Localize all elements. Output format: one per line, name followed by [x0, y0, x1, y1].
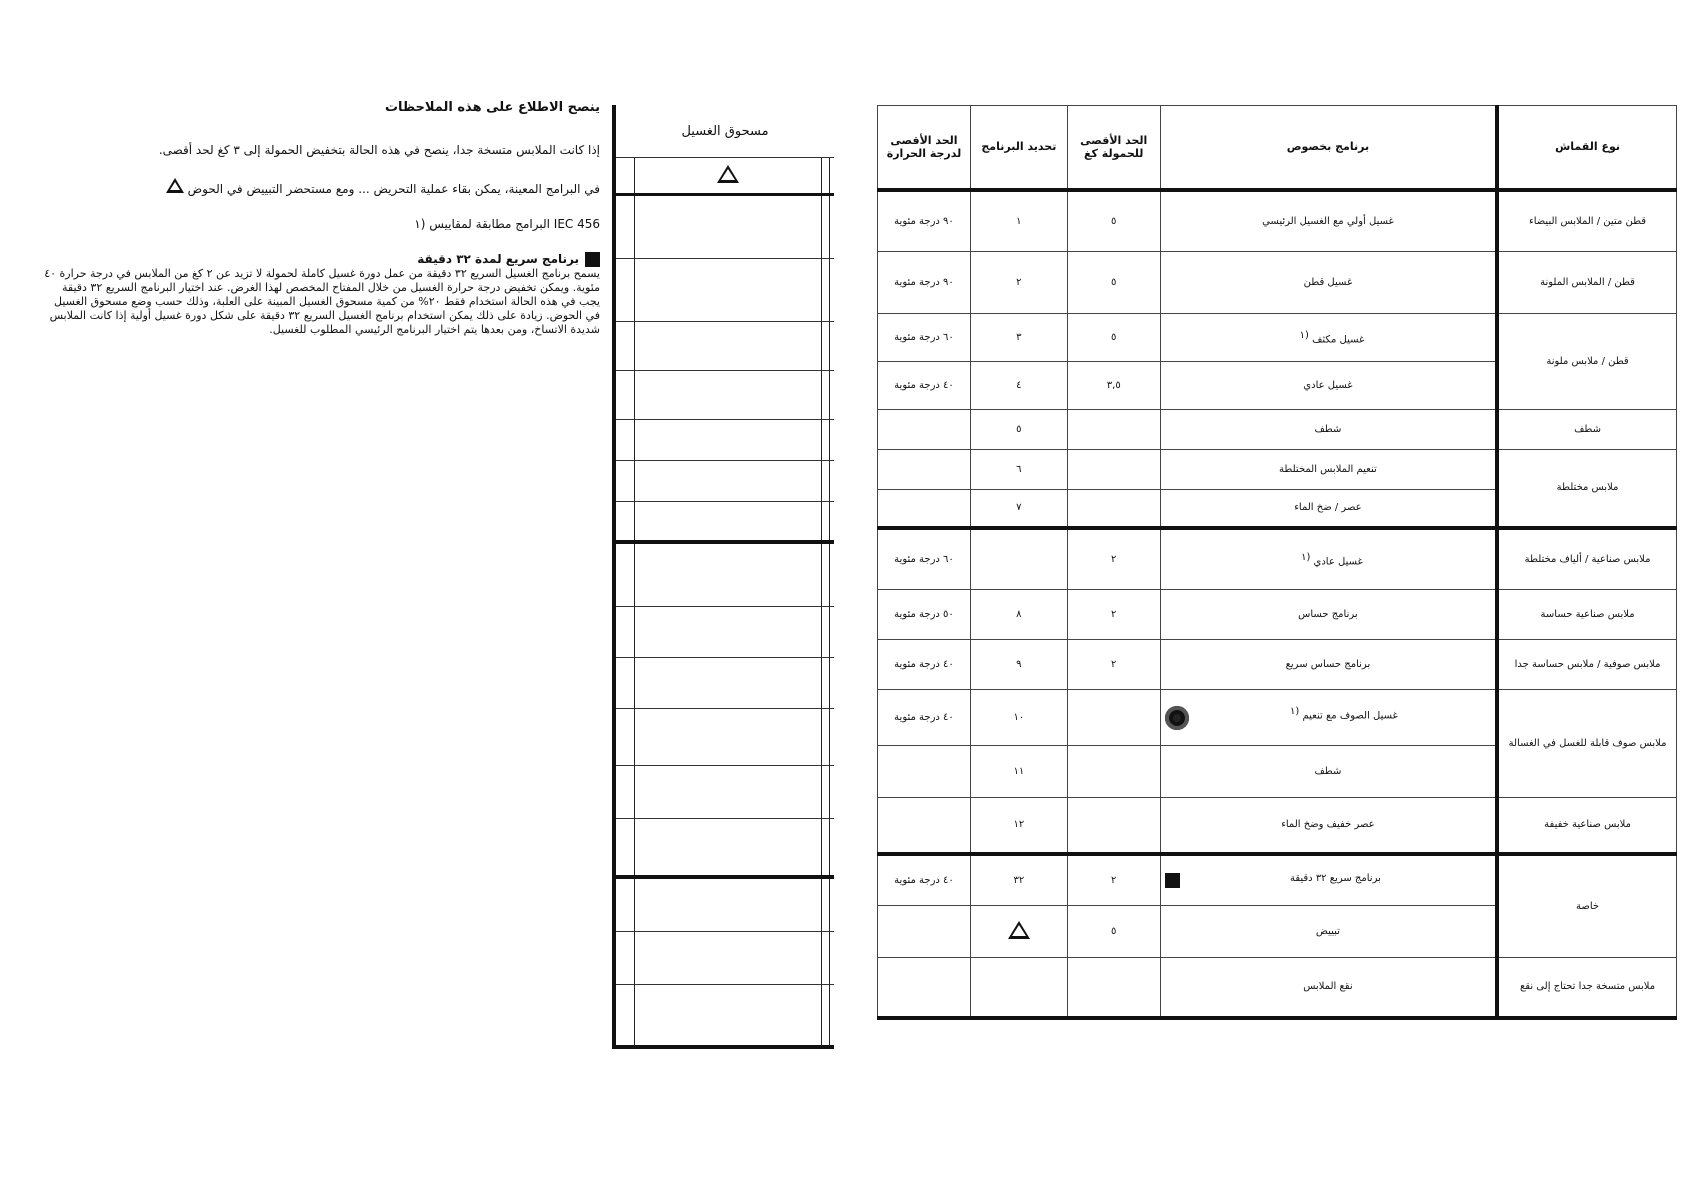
detergent-cell [634, 932, 821, 985]
detergent-cell [614, 461, 634, 502]
table-cell: ١١ [970, 746, 1067, 798]
detergent-cell [822, 607, 830, 658]
table-cell [878, 958, 971, 1018]
detergent-cell [634, 542, 821, 607]
detergent-cell [830, 461, 834, 502]
table-row [878, 640, 1677, 690]
detergent-cell [830, 502, 834, 543]
table-cell: ٦ [970, 450, 1067, 490]
table-cell: قطن متين / الملابس البيضاء [1497, 190, 1676, 252]
detergent-cell [614, 932, 634, 985]
detergent-cell [634, 709, 821, 766]
table-row [878, 190, 1677, 252]
table-cell: غسيل مكثف $^{(١}$ [1160, 314, 1497, 362]
table-cell [970, 906, 1067, 958]
table-row [878, 410, 1677, 450]
detergent-cell [614, 420, 634, 461]
table-cell: نقع الملابس [1160, 958, 1497, 1018]
detergent-cell [614, 158, 634, 195]
table-row [878, 590, 1677, 640]
table-cell: ملابس متسخة جدا تحتاج إلى نقع [1497, 958, 1676, 1018]
detergent-cell [634, 461, 821, 502]
table-cell: برنامج حساس سريع [1160, 640, 1497, 690]
detergent-cell [822, 985, 830, 1048]
detergent-cell [634, 420, 821, 461]
detergent-cell [830, 709, 834, 766]
table-cell: ٣ [970, 314, 1067, 362]
detergent-cell [830, 819, 834, 878]
table-cell: ٤ [970, 362, 1067, 410]
table-cell: عصر خفيف وضخ الماء [1160, 798, 1497, 854]
detergent-cell [634, 371, 821, 420]
detergent-cell [830, 607, 834, 658]
quick-square-icon [1165, 873, 1180, 888]
detergent-cell [822, 819, 830, 878]
table-cell [878, 490, 971, 528]
table-cell: قطن / ملابس ملونة [1497, 314, 1676, 410]
table-row [878, 798, 1677, 854]
col-temp: الحد الأقصى لدرجة الحرارة [878, 106, 971, 190]
table-cell: غسيل الصوف مع تنعيم $^{(١}$ [1160, 690, 1497, 746]
table-cell: ١٠ [970, 690, 1067, 746]
table-row [878, 958, 1677, 1018]
table-cell [1067, 690, 1160, 746]
table-cell: شطف [1160, 410, 1497, 450]
detergent-cell [614, 259, 634, 322]
detergent-cell [830, 877, 834, 932]
table-cell: ٥٠ درجة مئوية [878, 590, 971, 640]
detergent-cell [830, 158, 834, 195]
note-bleach: في البرامج المعينة، يمكن بقاء عملية التحريض ... ومع مستحضر التبييض في الحوض [40, 178, 600, 197]
detergent-cell [614, 766, 634, 819]
detergent-cell [822, 259, 830, 322]
detergent-cell [614, 371, 634, 420]
detergent-cell [614, 322, 634, 371]
table-cell: خاصة [1497, 854, 1676, 958]
detergent-cell [634, 607, 821, 658]
programs-table [877, 105, 1677, 1020]
detergent-cell [634, 158, 821, 195]
detergent-cell [822, 542, 830, 607]
detergent-cell [822, 371, 830, 420]
detergent-cell [830, 985, 834, 1048]
table-cell: ٩٠ درجة مئوية [878, 190, 971, 252]
detergent-table [612, 105, 834, 1049]
quick-program-heading: برنامج سريع لمدة ٣٢ دقيقة [40, 252, 600, 267]
table-cell: ٤٠ درجة مئوية [878, 690, 971, 746]
detergent-cell [822, 658, 830, 709]
col-program: برنامج بخصوص [1160, 106, 1497, 190]
table-cell: قطن / الملابس الملونة [1497, 252, 1676, 314]
table-cell: شطف [1160, 746, 1497, 798]
detergent-cell [822, 766, 830, 819]
table-cell: ٥ [1067, 906, 1160, 958]
table-cell: ملابس صناعية خفيفة [1497, 798, 1676, 854]
detergent-cell [634, 819, 821, 878]
table-cell: ٩٠ درجة مئوية [878, 252, 971, 314]
detergent-cell [634, 877, 821, 932]
table-cell [1067, 490, 1160, 528]
table-cell: غسيل أولي مع الغسيل الرئيسي [1160, 190, 1497, 252]
detergent-cell [822, 461, 830, 502]
woolmark-icon [1165, 706, 1189, 730]
detergent-cell [614, 985, 634, 1048]
table-cell: ١٢ [970, 798, 1067, 854]
detergent-cell [614, 658, 634, 709]
detergent-cell [822, 322, 830, 371]
table-cell [970, 958, 1067, 1018]
detergent-cell [822, 502, 830, 543]
table-cell: عصر / ضخ الماء [1160, 490, 1497, 528]
bleach-triangle-icon [166, 178, 184, 193]
table-row [878, 690, 1677, 746]
table-cell [1067, 746, 1160, 798]
table-cell [1067, 450, 1160, 490]
detergent-cell [614, 502, 634, 543]
detergent-cell [822, 932, 830, 985]
table-cell [1067, 798, 1160, 854]
col-selector: تحديد البرنامج [970, 106, 1067, 190]
table-cell: ٥ [1067, 314, 1160, 362]
detergent-cell [830, 420, 834, 461]
table-cell: ٤٠ درجة مئوية [878, 362, 971, 410]
table-cell: ٩ [970, 640, 1067, 690]
table-cell: تنعيم الملابس المختلطة [1160, 450, 1497, 490]
quick-program-text: يسمح برنامج الغسيل السريع ٣٢ دقيقة من عمل دورة غسيل كاملة لحمولة لا تزيد عن ٢ كغ من الملابس في درجة حرارة ٤٠ مئوية. ويمكن تخفيض درجة حرارة الغسيل من خلال المفتاح المخصص لهذا الغرض. عند اختيار البرنامج السريع ٣٢ دقيقة يجب في هذه الحالة استخدام فقط ٢٠% من كمية مسحوق الغسيل المبينة على العلبة، وذلك حسب وضع مسحوق الغسيل في الحوض. زيادة على ذلك يمكن استخدام برنامج الغسيل السريع ٣٢ دقيقة على شكل دورة غسيل أولية إذا كانت الملابس شديدة الاتساخ، ومن بعدها يتم اختيار البرنامج الرئيسي المطلوب للغسيل. [44, 267, 600, 336]
table-cell: غسيل قطن [1160, 252, 1497, 314]
table-row [878, 314, 1677, 362]
detergent-cell [830, 766, 834, 819]
bleach-triangle-icon [1008, 921, 1030, 939]
table-cell: ٢ [1067, 590, 1160, 640]
table-cell [878, 410, 971, 450]
col-fabric: نوع القماش [1497, 106, 1676, 190]
table-cell [970, 528, 1067, 590]
table-cell: ٢ [1067, 528, 1160, 590]
table-row [878, 854, 1677, 906]
table-cell: ٨ [970, 590, 1067, 640]
table-cell [878, 450, 971, 490]
table-cell: ٥ [1067, 252, 1160, 314]
detergent-cell [822, 709, 830, 766]
detergent-cell [634, 259, 821, 322]
detergent-cell [614, 819, 634, 878]
detergent-cell [830, 658, 834, 709]
table-cell: ٧ [970, 490, 1067, 528]
table-cell: شطف [1497, 410, 1676, 450]
table-cell [1067, 958, 1160, 1018]
detergent-cell [634, 322, 821, 371]
detergent-cell [634, 658, 821, 709]
note-load: إذا كانت الملابس متسخة جدا، ينصح في هذه الحالة بتخفيض الحمولة إلى ٣ كغ لحد أقصى. [158, 143, 600, 157]
detergent-cell [830, 371, 834, 420]
detergent-cell [614, 877, 634, 932]
table-cell: غسيل عادي [1160, 362, 1497, 410]
detergent-cell [822, 195, 830, 259]
table-cell: ملابس صناعية حساسة [1497, 590, 1676, 640]
table-cell: ملابس صوف قابلة للغسل في الغسالة [1497, 690, 1676, 798]
table-cell: ملابس صناعية / ألياف مختلطة [1497, 528, 1676, 590]
detergent-cell [830, 542, 834, 607]
table-cell: ٤٠ درجة مئوية [878, 854, 971, 906]
table-cell: ٢ [970, 252, 1067, 314]
table-cell: ٥ [970, 410, 1067, 450]
table-cell [1067, 410, 1160, 450]
table-cell: غسيل عادي $^{(١}$ [1160, 528, 1497, 590]
detergent-cell [830, 259, 834, 322]
note-iec: IEC 456 البرامج مطابقة لمقاييس (١ [414, 217, 600, 231]
detergent-cell [634, 195, 821, 259]
table-cell: ٢ [1067, 640, 1160, 690]
detergent-cell [614, 542, 634, 607]
table-cell [878, 746, 971, 798]
quick-square-icon [585, 252, 600, 267]
detergent-cell [614, 607, 634, 658]
notes-title: ينصح الاطلاع على هذه الملاحظات [384, 100, 600, 115]
notes-panel [40, 100, 600, 357]
table-cell: ملابس مختلطة [1497, 450, 1676, 528]
table-row [878, 252, 1677, 314]
detergent-header: مسحوق الغسيل [614, 105, 834, 158]
detergent-cell [822, 158, 830, 195]
detergent-cell [830, 322, 834, 371]
table-cell [878, 906, 971, 958]
table-cell: ملابس صوفية / ملابس حساسة جدا [1497, 640, 1676, 690]
table-cell: ٣٢ [970, 854, 1067, 906]
table-cell: ٤٠ درجة مئوية [878, 640, 971, 690]
table-cell: ٦٠ درجة مئوية [878, 528, 971, 590]
table-cell: برنامج سريع ٣٢ دقيقة [1160, 854, 1497, 906]
table-cell: ٢ [1067, 854, 1160, 906]
detergent-cell [822, 877, 830, 932]
table-cell: ٣,٥ [1067, 362, 1160, 410]
table-cell: تبييض [1160, 906, 1497, 958]
table-row [878, 528, 1677, 590]
detergent-cell [634, 766, 821, 819]
col-load: الحد الأقصى للحمولة كغ [1067, 106, 1160, 190]
detergent-cell [614, 709, 634, 766]
detergent-cell [634, 502, 821, 543]
detergent-cell [830, 932, 834, 985]
table-cell: ٦٠ درجة مئوية [878, 314, 971, 362]
table-cell: ١ [970, 190, 1067, 252]
table-cell [878, 798, 971, 854]
detergent-cell [634, 985, 821, 1048]
table-cell: ٥ [1067, 190, 1160, 252]
table-cell: برنامج حساس [1160, 590, 1497, 640]
bleach-triangle-icon [717, 165, 739, 183]
detergent-cell [830, 195, 834, 259]
table-row [878, 450, 1677, 490]
detergent-cell [614, 195, 634, 259]
detergent-cell [822, 420, 830, 461]
